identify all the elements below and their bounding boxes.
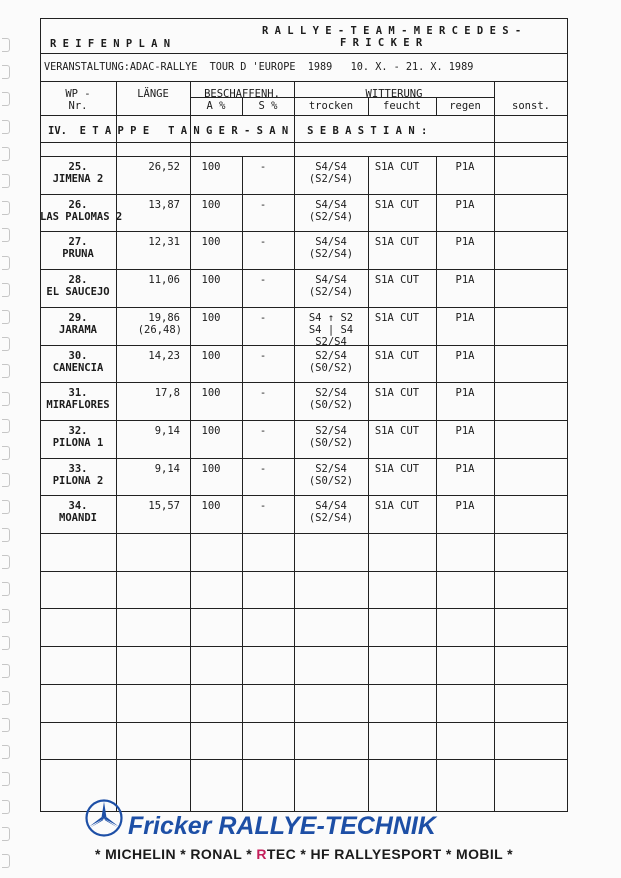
asphalt-percent: 100 bbox=[201, 387, 221, 400]
binder-hole bbox=[2, 745, 10, 759]
binder-hole bbox=[2, 65, 10, 79]
binder-hole bbox=[2, 283, 10, 297]
stage-number: 32. bbox=[68, 424, 88, 437]
divider bbox=[40, 81, 568, 82]
tire-plan-form bbox=[40, 18, 568, 812]
tire-dry: S2/S4 bbox=[315, 462, 347, 475]
tire-dry: (S2/S4) bbox=[308, 286, 354, 299]
tire-rain: P1A bbox=[455, 161, 475, 173]
asphalt-percent: 100 bbox=[201, 198, 221, 211]
binder-hole bbox=[2, 337, 10, 351]
tire-dry: S4/S4 bbox=[315, 161, 347, 173]
tire-dry: S4/S4 bbox=[315, 500, 347, 513]
tire-dry: S4/S4 bbox=[315, 236, 347, 249]
col-asphalt: A % bbox=[206, 100, 226, 112]
tire-damp: S1A CUT bbox=[374, 311, 420, 324]
stage-length: 13,87 bbox=[148, 198, 180, 211]
stage-length: 15,57 bbox=[148, 500, 180, 513]
divider bbox=[436, 156, 437, 812]
binder-holes bbox=[0, 0, 14, 878]
divider bbox=[40, 53, 568, 54]
tire-damp: S1A CUT bbox=[374, 198, 420, 211]
stage-number: 26. bbox=[68, 198, 88, 211]
binder-hole bbox=[2, 392, 10, 406]
tire-dry: (S0/S2) bbox=[308, 361, 354, 374]
row-divider bbox=[40, 382, 568, 383]
gravel-percent: - bbox=[259, 500, 267, 513]
stage-number: 25. bbox=[68, 161, 88, 173]
tire-rain: P1A bbox=[455, 236, 475, 249]
asphalt-percent: 100 bbox=[201, 424, 221, 437]
binder-hole bbox=[2, 92, 10, 106]
tire-rain: P1A bbox=[455, 198, 475, 211]
sponsors-r-accent: R bbox=[256, 846, 267, 862]
stage-length: 14,23 bbox=[148, 349, 180, 362]
tire-rain: P1A bbox=[455, 424, 475, 437]
stage-name: PILONA 2 bbox=[52, 474, 104, 487]
binder-hole bbox=[2, 691, 10, 705]
binder-hole bbox=[2, 800, 10, 814]
binder-hole bbox=[2, 310, 10, 324]
tire-dry: S4/S4 bbox=[315, 198, 347, 211]
col-schotter: S % bbox=[258, 100, 278, 112]
stage-name: EL SAUCEJO bbox=[46, 286, 110, 299]
asphalt-percent: 100 bbox=[201, 311, 221, 324]
tire-rain: P1A bbox=[455, 311, 475, 324]
stage-number: 29. bbox=[68, 311, 88, 324]
gravel-percent: - bbox=[259, 462, 267, 475]
binder-hole bbox=[2, 473, 10, 487]
page-title: R E I F E N P L A N bbox=[50, 38, 171, 50]
binder-hole bbox=[2, 854, 10, 868]
tire-dry: (S2/S4) bbox=[308, 210, 354, 223]
event-line: VERANSTALTUNG:ADAC-RALLYE TOUR D 'EUROPE 1989 10. X. - 21. X. 1989 bbox=[44, 62, 474, 73]
binder-hole bbox=[2, 228, 10, 242]
row-divider bbox=[40, 458, 568, 459]
mercedes-star-icon bbox=[84, 798, 124, 838]
gravel-percent: - bbox=[259, 161, 267, 173]
gravel-percent: - bbox=[259, 311, 267, 324]
binder-hole bbox=[2, 718, 10, 732]
binder-hole bbox=[2, 446, 10, 460]
tire-damp: S1A CUT bbox=[374, 500, 420, 513]
binder-hole bbox=[2, 120, 10, 134]
asphalt-percent: 100 bbox=[201, 500, 221, 513]
stage-number: 28. bbox=[68, 274, 88, 287]
stage-length-alt: (26,48) bbox=[137, 323, 182, 336]
divider bbox=[190, 81, 191, 812]
asphalt-percent: 100 bbox=[201, 236, 221, 249]
gravel-percent: - bbox=[259, 236, 267, 249]
binder-hole bbox=[2, 174, 10, 188]
row-divider bbox=[40, 269, 568, 270]
row-divider bbox=[40, 420, 568, 421]
divider bbox=[116, 81, 117, 812]
stage-name: JIMENA 2 bbox=[52, 173, 104, 185]
row-divider bbox=[40, 307, 568, 308]
stage-name: LAS PALOMAS 2 bbox=[40, 210, 123, 223]
divider bbox=[494, 81, 495, 812]
row-divider bbox=[40, 608, 568, 609]
stage-length: 19,86 bbox=[148, 311, 180, 324]
binder-hole bbox=[2, 582, 10, 596]
row-divider bbox=[40, 722, 568, 723]
row-divider bbox=[40, 231, 568, 232]
tire-rain: P1A bbox=[455, 274, 475, 287]
binder-hole bbox=[2, 364, 10, 378]
tire-damp: S1A CUT bbox=[374, 161, 420, 173]
tire-damp: S1A CUT bbox=[374, 387, 420, 400]
row-divider bbox=[40, 571, 568, 572]
col-nr: Nr. bbox=[68, 100, 88, 112]
tire-dry: (S0/S2) bbox=[308, 399, 354, 412]
binder-hole bbox=[2, 664, 10, 678]
binder-hole bbox=[2, 528, 10, 542]
stage-number: 33. bbox=[68, 462, 88, 475]
divider bbox=[40, 156, 568, 157]
gravel-percent: - bbox=[259, 424, 267, 437]
binder-hole bbox=[2, 827, 10, 841]
binder-hole bbox=[2, 419, 10, 433]
gravel-percent: - bbox=[259, 274, 267, 287]
gravel-percent: - bbox=[259, 198, 267, 211]
tire-dry: (S2/S4) bbox=[308, 248, 354, 261]
stage-length: 9,14 bbox=[154, 462, 180, 475]
row-divider bbox=[40, 533, 568, 534]
tire-damp: S1A CUT bbox=[374, 274, 420, 287]
tire-dry: S2/S4 bbox=[315, 335, 347, 348]
tire-dry: (S2/S4) bbox=[308, 173, 354, 185]
col-regen: regen bbox=[449, 100, 481, 112]
divider bbox=[436, 97, 437, 115]
team-name-line2: F R I C K E R bbox=[340, 37, 423, 49]
stage-number: 34. bbox=[68, 500, 88, 513]
sponsor-line bbox=[40, 846, 568, 862]
divider bbox=[40, 142, 568, 143]
binder-hole bbox=[2, 609, 10, 623]
asphalt-percent: 100 bbox=[201, 349, 221, 362]
col-witterung: WITTERUNG bbox=[365, 88, 423, 100]
binder-hole bbox=[2, 256, 10, 270]
stage-number: 31. bbox=[68, 387, 88, 400]
asphalt-percent: 100 bbox=[201, 462, 221, 475]
tire-rain: P1A bbox=[455, 387, 475, 400]
binder-hole bbox=[2, 555, 10, 569]
binder-hole bbox=[2, 147, 10, 161]
gravel-percent: - bbox=[259, 387, 267, 400]
sponsors-part-a: * MICHELIN * RONAL * bbox=[94, 846, 257, 862]
stage-name: MIRAFLORES bbox=[46, 399, 110, 412]
col-wp: WP - bbox=[65, 88, 91, 100]
stage-length: 12,31 bbox=[148, 236, 180, 249]
row-divider bbox=[40, 194, 568, 195]
tire-dry: (S2/S4) bbox=[308, 512, 354, 525]
stage-title: IV. E T A P P E T A N G E R - S A N S E B A S T I A N : bbox=[48, 125, 428, 137]
divider bbox=[40, 115, 568, 116]
tire-dry: (S0/S2) bbox=[308, 436, 354, 449]
stage-name: CANENCIA bbox=[52, 361, 104, 374]
stage-name: MOANDI bbox=[59, 512, 97, 525]
binder-hole bbox=[2, 500, 10, 514]
tire-rain: P1A bbox=[455, 349, 475, 362]
binder-hole bbox=[2, 38, 10, 52]
tire-dry: S2/S4 bbox=[315, 424, 347, 437]
col-feucht: feucht bbox=[383, 100, 421, 112]
col-beschaffenheit: BESCHAFFENH. bbox=[204, 88, 280, 100]
binder-hole bbox=[2, 636, 10, 650]
asphalt-percent: 100 bbox=[201, 274, 221, 287]
divider bbox=[368, 97, 369, 115]
row-divider bbox=[40, 646, 568, 647]
row-divider bbox=[40, 684, 568, 685]
stage-length: 26,52 bbox=[148, 161, 180, 173]
stage-length: 17,8 bbox=[154, 387, 180, 400]
row-divider bbox=[40, 495, 568, 496]
tire-dry: S4/S4 bbox=[315, 274, 347, 287]
stage-length: 9,14 bbox=[154, 424, 180, 437]
stage-name: PRUNA bbox=[62, 248, 94, 261]
tire-dry: S4 | S4 bbox=[308, 323, 354, 336]
divider bbox=[294, 97, 494, 98]
asphalt-percent: 100 bbox=[201, 161, 221, 173]
sponsors-part-b: TEC * HF RALLYESPORT * MOBIL * bbox=[266, 846, 514, 862]
tire-dry: S4 ↑ S2 bbox=[308, 311, 354, 324]
tire-dry: S2/S4 bbox=[315, 349, 347, 362]
binder-hole bbox=[2, 772, 10, 786]
row-divider bbox=[40, 759, 568, 760]
tire-dry: (S0/S2) bbox=[308, 474, 354, 487]
col-trocken: trocken bbox=[308, 100, 354, 112]
divider bbox=[368, 156, 369, 812]
tire-damp: S1A CUT bbox=[374, 236, 420, 249]
stage-name: PILONA 1 bbox=[52, 436, 104, 449]
brand-name: Fricker RALLYE-TECHNIK bbox=[128, 812, 436, 840]
divider bbox=[242, 156, 243, 812]
tire-rain: P1A bbox=[455, 500, 475, 513]
stage-length: 11,06 bbox=[148, 274, 180, 287]
tire-dry: S2/S4 bbox=[315, 387, 347, 400]
team-name-line1: R A L L Y E - T E A M - M E R C E D E S - bbox=[262, 25, 522, 37]
stage-number: 30. bbox=[68, 349, 88, 362]
tire-rain: P1A bbox=[455, 462, 475, 475]
stage-number: 27. bbox=[68, 236, 88, 249]
divider bbox=[242, 97, 243, 115]
col-sonst: sonst. bbox=[512, 100, 550, 112]
stage-name: JARAMA bbox=[59, 323, 97, 336]
col-laenge: LÄNGE bbox=[137, 88, 169, 100]
gravel-percent: - bbox=[259, 349, 267, 362]
tire-damp: S1A CUT bbox=[374, 462, 420, 475]
tire-damp: S1A CUT bbox=[374, 349, 420, 362]
binder-hole bbox=[2, 201, 10, 215]
tire-damp: S1A CUT bbox=[374, 424, 420, 437]
